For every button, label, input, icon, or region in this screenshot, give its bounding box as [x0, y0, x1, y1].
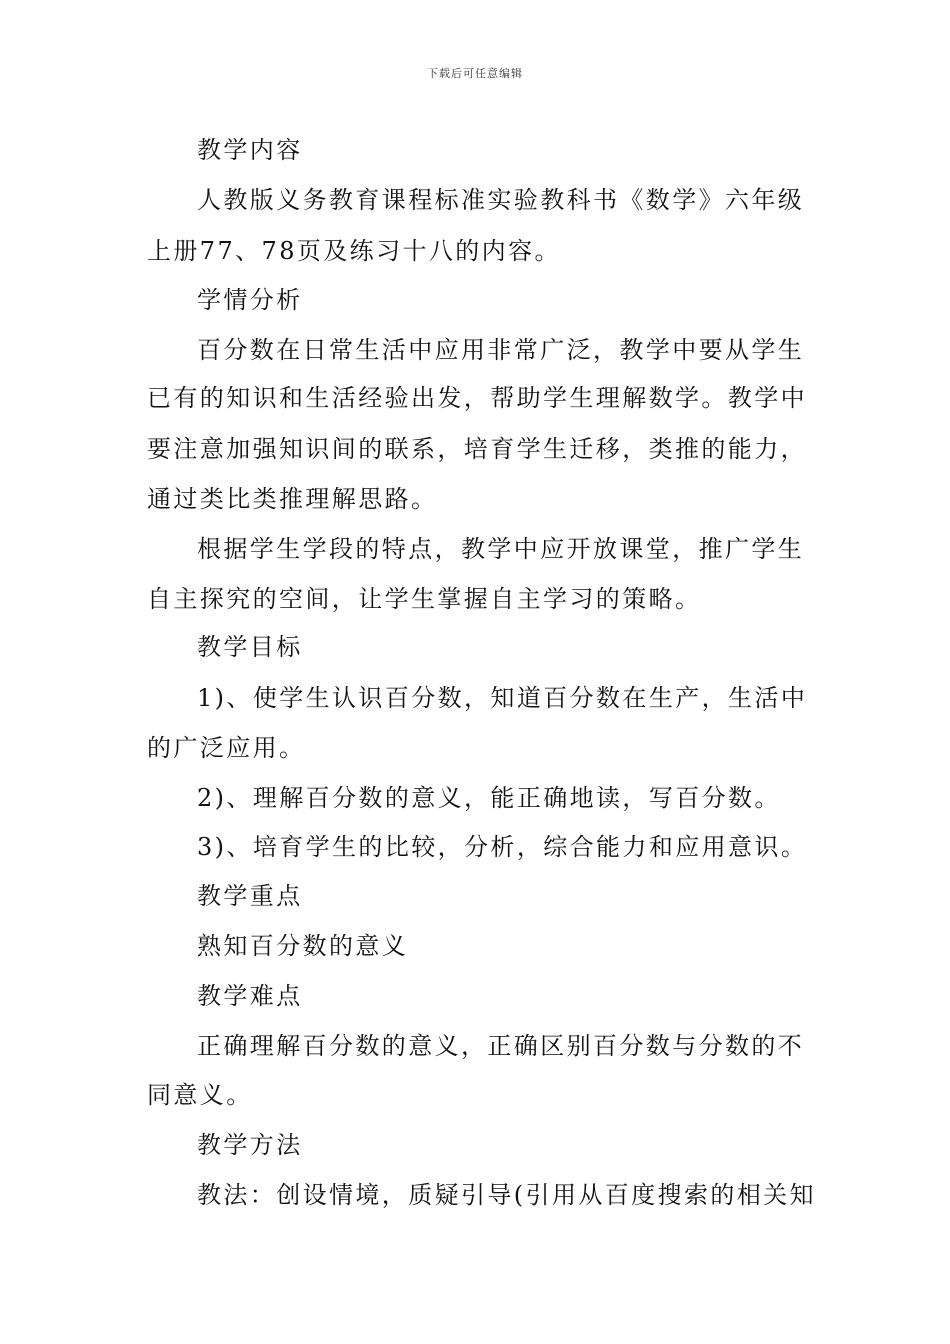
goal-item: 3)、培育学生的比较，分析，综合能力和应用意识。 [197, 833, 808, 861]
paragraph-line: 要注意加强知识间的联系，培育学生迁移，类推的能力， [147, 435, 807, 463]
heading-teaching-goals: 教学目标 [197, 633, 303, 661]
heading-key-points: 教学重点 [197, 882, 303, 910]
paragraph-line: 自主探究的空间，让学生掌握自主学习的策略。 [147, 585, 702, 613]
goal-item: 2)、理解百分数的意义，能正确地读，写百分数。 [197, 784, 781, 812]
paragraph-line: 根据学生学段的特点，教学中应开放课堂，推广学生 [197, 535, 805, 563]
paragraph-line: 上册77、78页及练习十八的内容。 [147, 237, 561, 265]
heading-difficulties: 教学难点 [197, 982, 303, 1010]
paragraph-line: 同意义。 [147, 1081, 253, 1109]
heading-learning-analysis: 学情分析 [197, 286, 303, 314]
paragraph-line: 正确理解百分数的意义，正确区别百分数与分数的不 [197, 1032, 805, 1060]
paragraph-line: 教法：创设情境，质疑引导(引用从百度搜索的相关知 [197, 1181, 816, 1209]
paragraph-line: 熟知百分数的意义 [197, 932, 409, 960]
heading-teaching-content: 教学内容 [197, 136, 303, 164]
heading-teaching-methods: 教学方法 [197, 1131, 303, 1159]
paragraph-line: 的广泛应用。 [147, 734, 306, 762]
goal-item: 1)、使学生认识百分数，知道百分数在生产，生活中 [197, 684, 808, 712]
paragraph-line: 通过类比类推理解思路。 [147, 485, 438, 513]
paragraph-line: 百分数在日常生活中应用非常广泛，教学中要从学生 [197, 336, 805, 364]
paragraph-line: 人教版义务教育课程标准实验教科书《数学》六年级 [197, 186, 805, 214]
page-header: 下载后可任意编辑 [427, 67, 523, 80]
paragraph-line: 已有的知识和生活经验出发，帮助学生理解数学。教学中 [147, 384, 807, 412]
